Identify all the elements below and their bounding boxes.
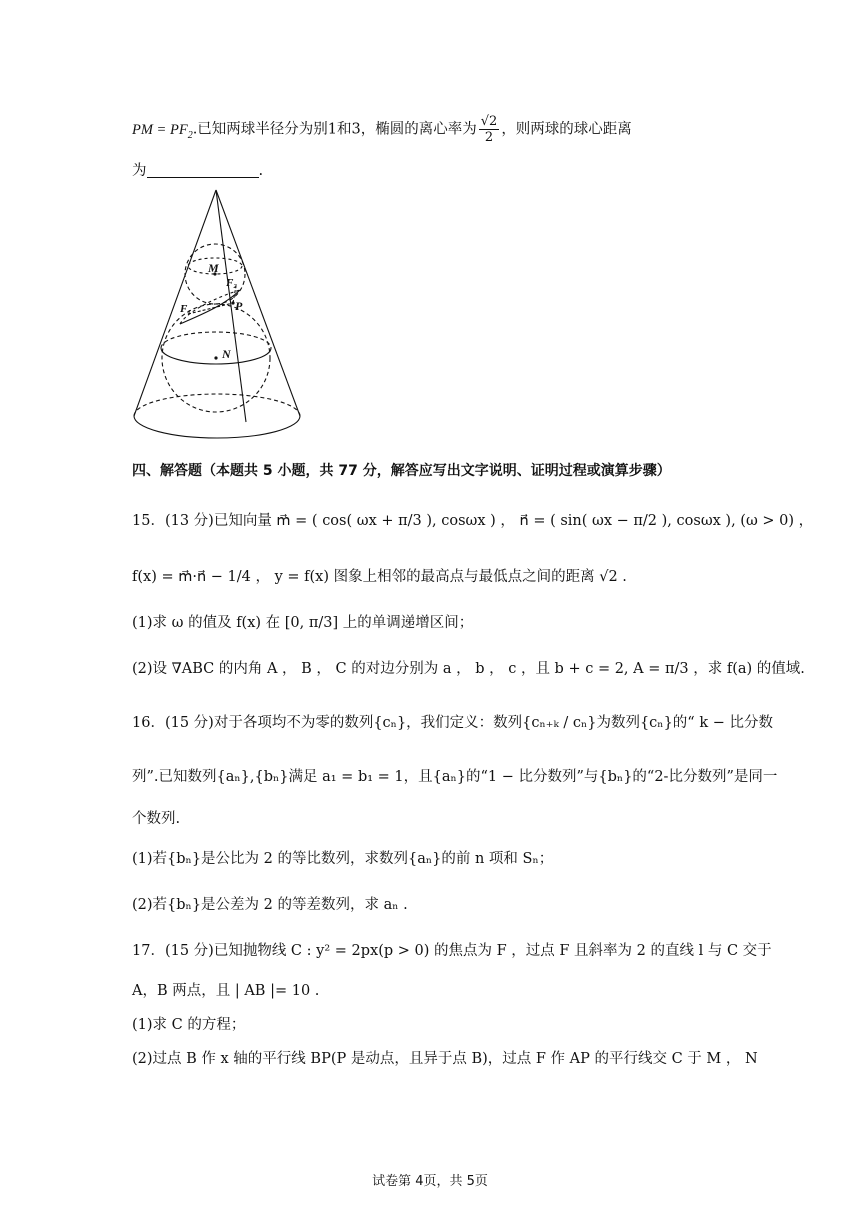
label-p: P (235, 299, 243, 313)
q14-line-2: 为 . (132, 163, 264, 179)
label-n: N (222, 347, 231, 361)
cone-right-edge (216, 190, 300, 416)
q14-pm-pf: PM = $PF_2$ (132, 121, 193, 141)
label-m: M (208, 261, 219, 275)
eccentricity-fraction: $\frac{√2}{2}$ (480, 114, 498, 145)
q14-text: .已知两球半径分为别1和3，椭圆的离心率为 (192, 121, 477, 138)
q17-line-2: A，B 两点，且 | AB |= 10 . (132, 983, 320, 999)
q15-part-2: (2)设 ∇ABC 的内角 A ， B ， C 的对边分别为 a ， b ， c ，且 b + c = 2, A = π/3 ，求 f(a) 的值域. (132, 661, 805, 677)
q14-line-1: PM = $PF_2$.已知两球半径分为别1和3，椭圆的离心率为 $\frac{√2}{2}$ ，则两球的球心距离 (132, 114, 632, 145)
cone-left-edge (134, 190, 216, 416)
q16-part-1: (1)若{bₙ}是公比为 2 的等比数列，求数列{aₙ}的前 n 项和 Sₙ； (132, 851, 554, 867)
point-n (214, 356, 217, 359)
q16-part-2: (2)若{bₙ}是公差为 2 的等差数列，求 aₙ . (132, 897, 408, 913)
q16-line-2: 列”.已知数列{aₙ},{bₙ}满足 a₁ = b₁ = 1，且{aₙ}的“1 − 比分数列”与{bₙ}的“2-比分数列”是同一 (132, 769, 778, 785)
q15-part-1: (1)求 ω 的值及 f(x) 在 [0, π/3] 上的单调递增区间； (132, 615, 474, 631)
cone-base-back (134, 394, 300, 416)
large-tangent-circle-back (161, 332, 271, 348)
page-footer: 试卷第 4页，共 5页 (372, 1174, 488, 1189)
label-f1: F₁ (180, 303, 192, 315)
q17-line-1: 17．(15 分)已知抛物线 C : y² = 2px(p > 0) 的焦点为 F ，过点 F 且斜率为 2 的直线 l 与 C 交于 (132, 943, 772, 959)
section-4-heading: 四、解答题（本题共 5 小题，共 77 分，解答应写出文字说明、证明过程或演算步骤） (132, 463, 671, 479)
q16-line-1: 16．(15 分)对于各项均不为零的数列{cₙ}，我们定义：数列{cₙ₊ₖ / cₙ}为数列{cₙ}的“ k − 比分数 (132, 715, 773, 731)
q17-part-1: (1)求 C 的方程； (132, 1017, 246, 1033)
q17-part-2: (2)过点 B 作 x 轴的平行线 BP(P 是动点，且异于点 B)，过点 F 作 AP 的平行线交 C 于 M ， N (132, 1051, 758, 1067)
q15-line-1: 15．(13 分)已知向量 m⃗ = ( cos( ωx + π/3 ), cosωx ) ， n⃗ = ( sin( ωx − π/2 ), cosωx ), (ω > 0) ， (132, 513, 814, 529)
cone-base-front (134, 416, 300, 438)
q16-line-3: 个数列. (132, 811, 181, 827)
answer-blank (147, 163, 259, 178)
label-f2: F₂ (226, 277, 238, 289)
cone-sphere-figure (128, 186, 308, 448)
large-tangent-circle-front (161, 348, 271, 364)
q15-line-2: f(x) = m⃗·n⃗ − 1/4 ， y = f(x) 图象上相邻的最高点与最低点之间的距离 √2 . (132, 569, 627, 585)
